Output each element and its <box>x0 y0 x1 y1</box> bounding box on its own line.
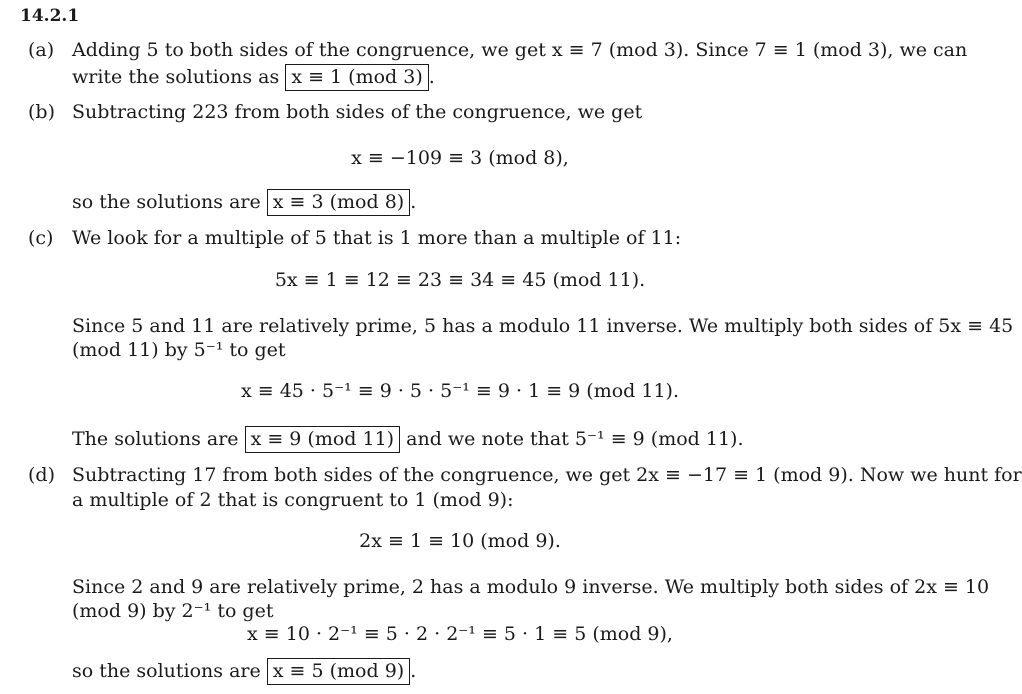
part-a-line-1: Adding 5 to both sides of the congruence, we get x ≡ 7 (mod 3). Since 7 ≡ 1 (mod 3), we can <box>72 39 968 61</box>
part-d-label: (d) <box>28 464 55 486</box>
part-d-line-5 <box>72 659 416 683</box>
part-c-line-3: (mod 11) by 5⁻¹ to get <box>72 339 286 361</box>
part-d-line-3: Since 2 and 9 are relatively prime, 2 has a modulo 9 inverse. We multiply both sides of 2x ≡ 10 <box>72 576 990 598</box>
part-d-period: . <box>410 660 417 682</box>
part-b-text: so the solutions are <box>72 191 261 213</box>
part-c-display-1: 5x ≡ 1 ≡ 12 ≡ 23 ≡ 34 ≡ 45 (mod 11). <box>274 269 646 291</box>
part-d-display-2: x ≡ 10 · 2⁻¹ ≡ 5 · 2 · 2⁻¹ ≡ 5 · 1 ≡ 5 (mod 9), <box>247 623 673 645</box>
part-b-display: x ≡ −109 ≡ 3 (mod 8), <box>351 147 569 169</box>
part-a-line-2 <box>72 65 435 89</box>
part-d-line-4: (mod 9) by 2⁻¹ to get <box>72 600 274 622</box>
part-c-line-1: We look for a multiple of 5 that is 1 more than a multiple of 11: <box>72 227 682 249</box>
part-a-text: write the solutions as <box>72 66 280 88</box>
part-a-answer-box: x ≡ 1 (mod 3) <box>285 64 428 91</box>
part-b-label: (b) <box>28 101 55 123</box>
part-c-display-2: x ≡ 45 · 5⁻¹ ≡ 9 · 5 · 5⁻¹ ≡ 9 · 1 ≡ 9 (mod 11). <box>240 380 679 402</box>
part-c-note: and we note that 5⁻¹ ≡ 9 (mod 11). <box>406 428 744 450</box>
part-c-line-4 <box>72 427 743 451</box>
part-c-label: (c) <box>28 227 54 249</box>
part-a-period: . <box>428 66 435 88</box>
part-c-line-2: Since 5 and 11 are relatively prime, 5 has a modulo 11 inverse. We multiply both sides of 5x ≡ 45 <box>72 315 1014 337</box>
part-c-answer-box: x ≡ 9 (mod 11) <box>245 426 401 453</box>
part-d-text: so the solutions are <box>72 660 261 682</box>
part-a-label: (a) <box>28 39 55 61</box>
part-b-answer-box: x ≡ 3 (mod 8) <box>267 189 410 216</box>
section-heading: 14.2.1 <box>20 6 80 26</box>
part-c-text: The solutions are <box>72 428 239 450</box>
part-b-period: . <box>410 191 417 213</box>
part-b-line-2 <box>72 190 416 214</box>
part-b-line-1: Subtracting 223 from both sides of the congruence, we get <box>72 101 643 123</box>
part-d-answer-box: x ≡ 5 (mod 9) <box>267 658 410 685</box>
part-d-line-1: Subtracting 17 from both sides of the congruence, we get 2x ≡ −17 ≡ 1 (mod 9). Now we hunt for <box>72 464 1022 486</box>
part-d-display-1: 2x ≡ 1 ≡ 10 (mod 9). <box>359 530 561 552</box>
part-d-line-2: a multiple of 2 that is congruent to 1 (mod 9): <box>72 489 514 511</box>
